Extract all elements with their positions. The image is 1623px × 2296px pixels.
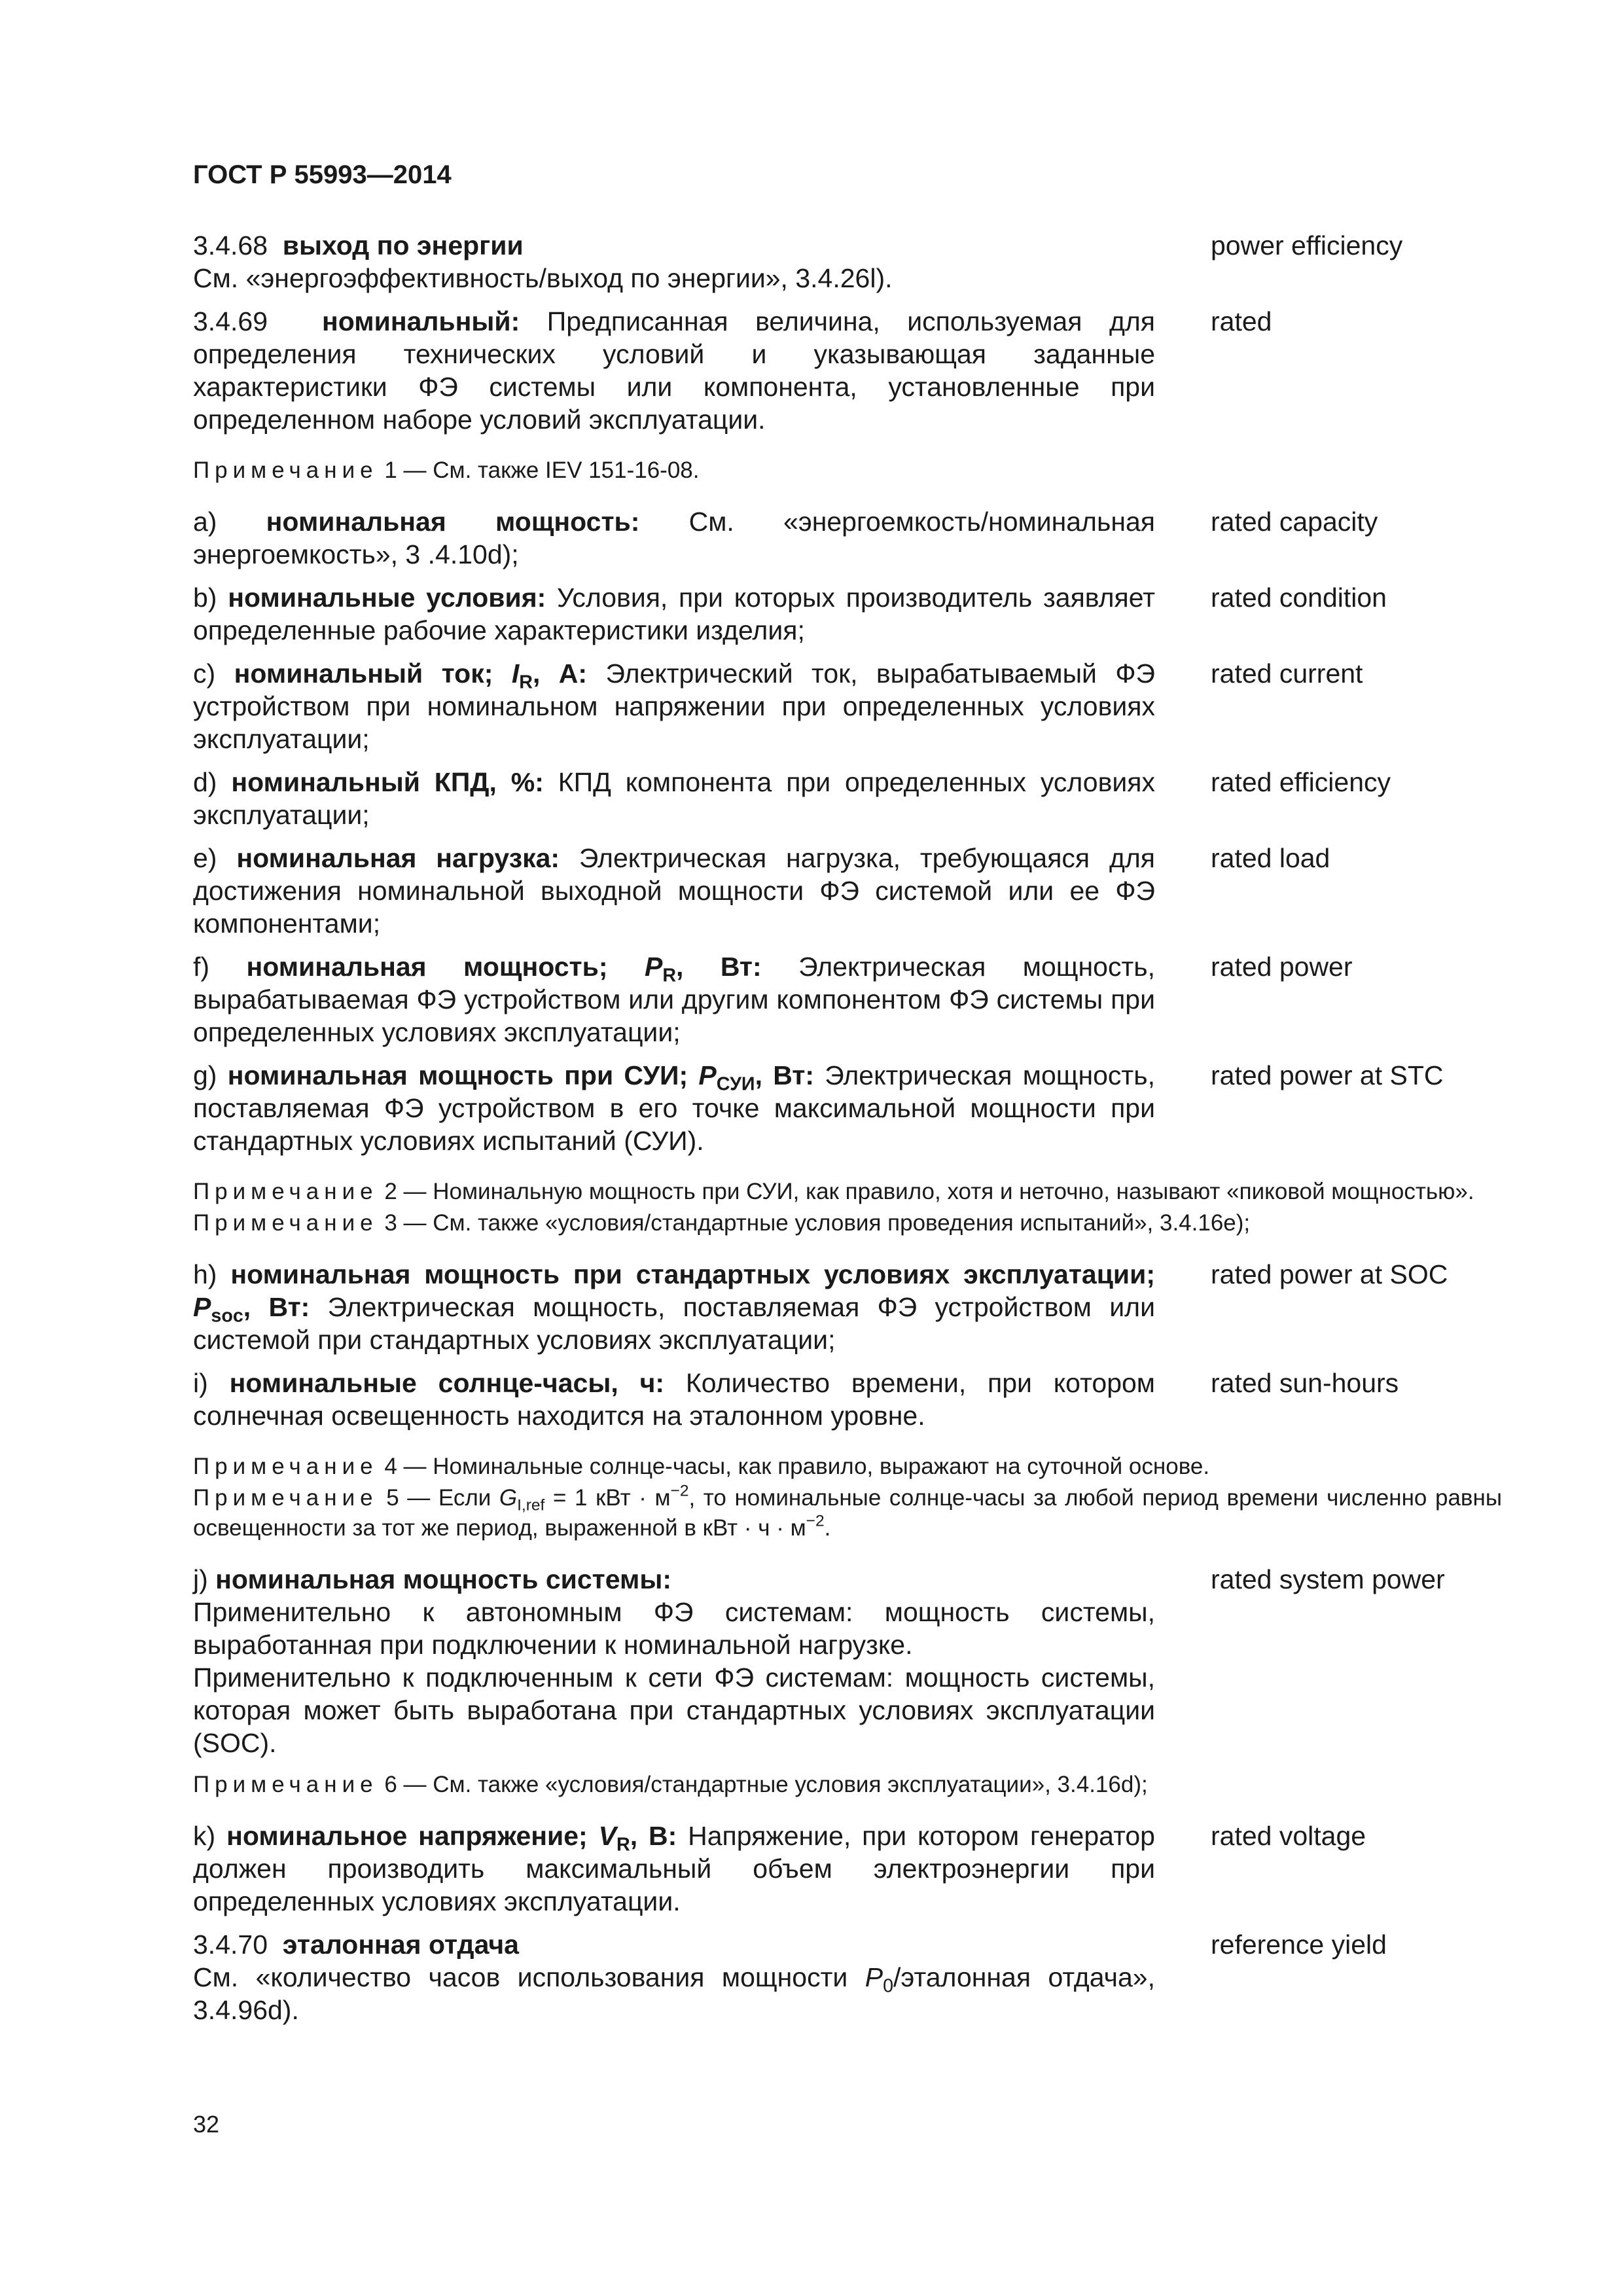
document-body — [193, 229, 1502, 2037]
entry-english-term: rated system power — [1211, 1564, 1445, 1594]
entry-text: Электрическая мощность, поставляемая ФЭ устройством или системой при стандартных условиях эксплуатации; — [193, 1292, 1155, 1355]
entry-english-term: rated condition — [1211, 583, 1387, 613]
symbol: P — [193, 1292, 211, 1322]
note-text-pre: 5 — Если — [386, 1485, 491, 1511]
note-text-end: . — [824, 1515, 831, 1541]
symbol: P — [698, 1060, 717, 1090]
entry-text: Электрическая мощность, вырабатываемая ФЭ устройством или другим компонентом ФЭ системы при определенных условиях эксплуатации; — [193, 952, 1155, 1047]
entry-text-post: /эталонная отдача», 3.4.96d). — [193, 1962, 1155, 2025]
symbol-subscript: R — [519, 672, 533, 693]
entry-text-2: Применительно к подключенным к сети ФЭ системам: мощность системы, которая может быть выработана при стандартных условиях эксплуатации (SOC). — [193, 1662, 1155, 1758]
note-3 — [193, 1208, 1502, 1238]
item-marker: i) — [193, 1368, 208, 1398]
unit: , В: — [630, 1821, 677, 1851]
symbol-subscript: R — [662, 965, 677, 986]
superscript: −2 — [670, 1482, 689, 1500]
entry-text: КПД компонента при определенных условиях эксплуатации; — [193, 767, 1155, 830]
note-text: 4 — Номинальные солнце-часы, как правило, выражают на суточной основе. — [384, 1454, 1210, 1479]
entry-text: Предписанная величина, используемая для определения технических условий и указывающая заданные характеристики ФЭ системы или компонента, установленные при определенном наборе условий эксплуатации. — [193, 306, 1155, 435]
entry-3-4-70 — [193, 1928, 1495, 2026]
entry-english-term: rated capacity — [1211, 507, 1378, 537]
item-marker: g) — [193, 1060, 217, 1090]
note-label: Примечание — [193, 1772, 378, 1797]
symbol: I — [511, 658, 520, 689]
note-text: 2 — Номинальную мощность при СУИ, как правило, хотя и неточно, называют «пиковой мощностью». — [384, 1179, 1474, 1204]
sub-entry-k — [193, 1820, 1495, 1918]
item-marker: b) — [193, 583, 217, 613]
entry-term: номинальные солнце-часы, ч: — [229, 1368, 665, 1398]
unit: , Вт: — [755, 1060, 815, 1090]
note-text-mid: = 1 кВт · м — [552, 1485, 671, 1511]
entry-text: См. «энергоемкость/номинальная энергоемкость», 3 .4.10d); — [193, 507, 1155, 569]
entry-term: номинальная мощность при СУИ; — [227, 1060, 688, 1090]
document-header: ГОСТ Р 55993—2014 — [193, 160, 452, 189]
entry-english-term: rated load — [1211, 843, 1330, 873]
item-marker: c) — [193, 658, 216, 689]
entry-3-4-69 — [193, 305, 1495, 436]
entry-text: См. «энергоэффективность/выход по энергии», 3.4.26l). — [193, 263, 893, 293]
entry-term: номинальная мощность при стандартных условиях эксплуатации; — [230, 1259, 1155, 1289]
unit: , Вт: — [676, 952, 762, 982]
entry-text: Напряжение, при котором генератор должен производить максимальный объем электроэнергии при определенных условиях эксплуатации. — [193, 1821, 1155, 1916]
symbol-subscript: СУИ — [716, 1073, 755, 1095]
entry-term: номинальный ток; — [234, 658, 493, 689]
note-2 — [193, 1177, 1502, 1207]
entry-english-term: rated sun-hours — [1211, 1368, 1399, 1398]
sub-entry-f — [193, 950, 1495, 1049]
entry-term: номинальная мощность; — [246, 952, 608, 982]
symbol-subscript: R — [616, 1834, 630, 1856]
entry-term: номинальное напряжение; — [226, 1821, 588, 1851]
item-marker: h) — [193, 1259, 217, 1289]
entry-english-term: rated — [1211, 306, 1272, 336]
entry-text: Количество времени, при котором солнечная освещенность находится на эталонном уровне. — [193, 1368, 1155, 1431]
sub-entry-g — [193, 1059, 1495, 1157]
entry-text: Электрическая мощность, поставляемая ФЭ устройством в его точке максимальной мощности при стандартных условиях испытаний (СУИ). — [193, 1060, 1155, 1156]
symbol: P — [644, 952, 663, 982]
entry-english-term: reference yield — [1211, 1929, 1387, 1960]
page-number: 32 — [193, 2111, 220, 2138]
entry-text-pre: См. «количество часов использования мощности — [193, 1962, 848, 1992]
note-6 — [193, 1770, 1502, 1800]
item-marker: d) — [193, 767, 217, 797]
entry-english-term: power efficiency — [1211, 230, 1403, 260]
entry-term: выход по энергии — [282, 230, 524, 260]
entry-text: Электрический ток, вырабатываемый ФЭ устройством при номинальном напряжении при определенных условиях эксплуатации; — [193, 658, 1155, 754]
entry-term: номинальная мощность системы: — [215, 1564, 671, 1594]
entry-term: номинальный КПД, %: — [231, 767, 544, 797]
unit: , Вт: — [243, 1292, 310, 1322]
symbol: G — [499, 1485, 518, 1511]
superscript: −2 — [806, 1512, 825, 1530]
sub-entry-j — [193, 1563, 1495, 1759]
note-label: Примечание — [193, 1179, 378, 1204]
symbol-subscript: I,ref — [517, 1496, 545, 1515]
symbol-subscript: 0 — [883, 1975, 894, 1997]
entry-text: Электрическая нагрузка, требующаяся для достижения номинальной выходной мощности ФЭ системой или ее ФЭ компонентами; — [193, 843, 1155, 939]
entry-number: 3.4.69 — [193, 306, 268, 336]
entry-english-term: rated efficiency — [1211, 767, 1391, 797]
item-marker: j) — [193, 1564, 208, 1594]
item-marker: a) — [193, 507, 217, 537]
entry-text: Условия, при которых производитель заявляет определенные рабочие характеристики изделия; — [193, 583, 1155, 645]
note-text-post: , то номинальные солнце-часы за любой период времени численно равны освещенности за тот же период, выраженной в кВт · ч · м — [193, 1485, 1502, 1541]
sub-entry-h — [193, 1258, 1495, 1356]
note-label: Примечание — [193, 1454, 378, 1479]
entry-number: 3.4.70 — [193, 1929, 268, 1960]
sub-entry-e — [193, 842, 1495, 940]
note-4 — [193, 1452, 1502, 1482]
entry-english-term: rated power — [1211, 952, 1353, 982]
sub-entry-d — [193, 766, 1495, 831]
entry-term: номинальная нагрузка: — [236, 843, 560, 873]
symbol: V — [598, 1821, 616, 1851]
note-label: Примечание — [193, 457, 378, 483]
entry-english-term: rated power at SOC — [1211, 1259, 1448, 1289]
item-marker: e) — [193, 843, 217, 873]
entry-term: эталонная отдача — [282, 1929, 519, 1960]
note-text: 1 — См. также IEV 151-16-08. — [384, 457, 700, 483]
entry-3-4-68 — [193, 229, 1495, 295]
entry-term: номинальная мощность: — [266, 507, 640, 537]
note-label: Примечание — [193, 1210, 378, 1236]
note-5 — [193, 1483, 1502, 1543]
entry-english-term: rated voltage — [1211, 1821, 1366, 1851]
unit: , А: — [532, 658, 588, 689]
entry-term: номинальные условия: — [228, 583, 546, 613]
entry-term: номинальный: — [322, 306, 520, 336]
entry-english-term: rated power at STC — [1211, 1060, 1444, 1090]
note-text: 6 — См. также «условия/стандартные условия эксплуатации», 3.4.16d); — [384, 1772, 1148, 1797]
note-1 — [193, 456, 1502, 486]
entry-text-1: Применительно к автономным ФЭ системам: мощность системы, выработанная при подключении к номинальной нагрузке. — [193, 1597, 1155, 1660]
sub-entry-i — [193, 1367, 1495, 1432]
note-text: 3 — См. также «условия/стандартные условия проведения испытаний», 3.4.16e); — [384, 1210, 1251, 1236]
entry-english-term: rated current — [1211, 658, 1363, 689]
note-label: Примечание — [193, 1485, 378, 1511]
sub-entry-c — [193, 657, 1495, 755]
entry-number: 3.4.68 — [193, 230, 268, 260]
sub-entry-b — [193, 581, 1495, 647]
item-marker: k) — [193, 1821, 216, 1851]
item-marker: f) — [193, 952, 210, 982]
symbol: P — [865, 1962, 883, 1992]
symbol-subscript: soc — [211, 1305, 243, 1327]
sub-entry-a — [193, 505, 1495, 571]
